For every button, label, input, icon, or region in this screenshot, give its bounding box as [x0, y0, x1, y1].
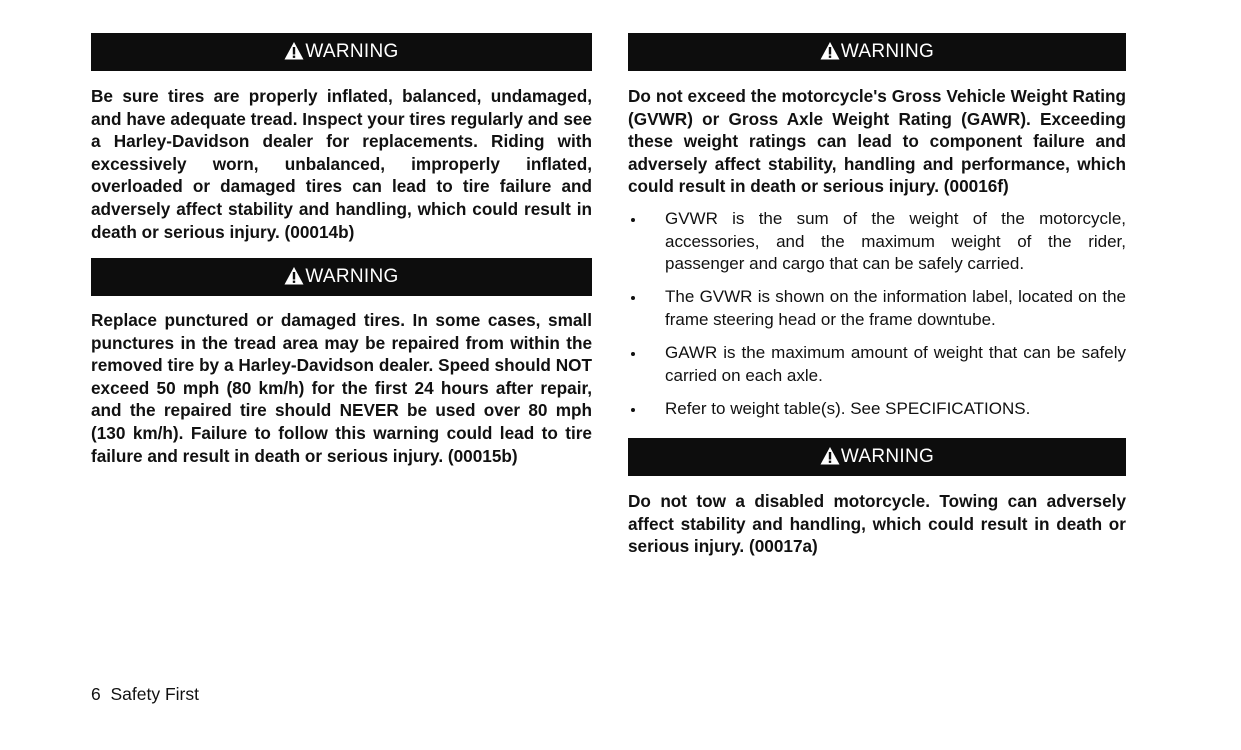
warning-heading: WARNING [840, 446, 935, 467]
warning-banner [91, 33, 592, 71]
bullet-list [628, 208, 1126, 431]
list-item: Refer to weight table(s). See SPECIFICATIONS. [628, 398, 1126, 421]
warning-text: Replace punctured or damaged tires. In some cases, small punctures in the tread area may be repaired from within the removed tire by a Harley-Davidson dealer. Speed should NOT exceed 50 mph (80 km/h) for the first 24 hours after repair, and the repaired tire should NEVER be used over 80 mph (130 km/h). Failure to follow this warning could lead to tire failure and result in death or serious injury. (00015b) [91, 310, 592, 466]
warning-triangle-icon [284, 41, 304, 60]
warning-text: Do not exceed the motorcycle's Gross Vehicle Weight Rating (GVWR) or Gross Axle Weight Rating (GAWR). Exceeding these weight ratings can lead to component failure and adversely affect stability, handling and performance, which could result in death or serious injury. (00016f) [628, 86, 1126, 197]
warning-triangle-icon [820, 41, 840, 60]
warning-heading: WARNING [840, 41, 935, 62]
list-item: GAWR is the maximum amount of weight that can be safely carried on each axle. [628, 342, 1126, 387]
list-item: GVWR is the sum of the weight of the motorcycle, accessories, and the maximum weight of the rider, passenger and cargo that can be safely carried. [628, 208, 1126, 276]
warning-triangle-icon [820, 446, 840, 465]
page-number: 6 [91, 684, 101, 704]
list-item: The GVWR is shown on the information label, located on the frame steering head or the frame downtube. [628, 286, 1126, 331]
warning-banner [628, 438, 1126, 476]
warning-banner [628, 33, 1126, 71]
page-footer [91, 684, 199, 705]
warning-heading: WARNING [305, 41, 399, 62]
warning-triangle-icon [284, 266, 304, 285]
warning-heading: WARNING [305, 266, 399, 287]
warning-text: Do not tow a disabled motorcycle. Towing can adversely affect stability and handling, which could result in death or serious injury. (00017a) [628, 491, 1126, 557]
warning-text: Be sure tires are properly inflated, balanced, undamaged, and have adequate tread. Inspect your tires regularly and see a Harley-Davidson dealer for replacements. Riding with excessively worn, unbalanced, improperly inflated, overloaded or damaged tires can lead to tire failure and adversely affect stability and handling, which could result in death or serious injury. (00014b) [91, 86, 592, 242]
warning-banner [91, 258, 592, 296]
section-title: Safety First [110, 684, 199, 704]
